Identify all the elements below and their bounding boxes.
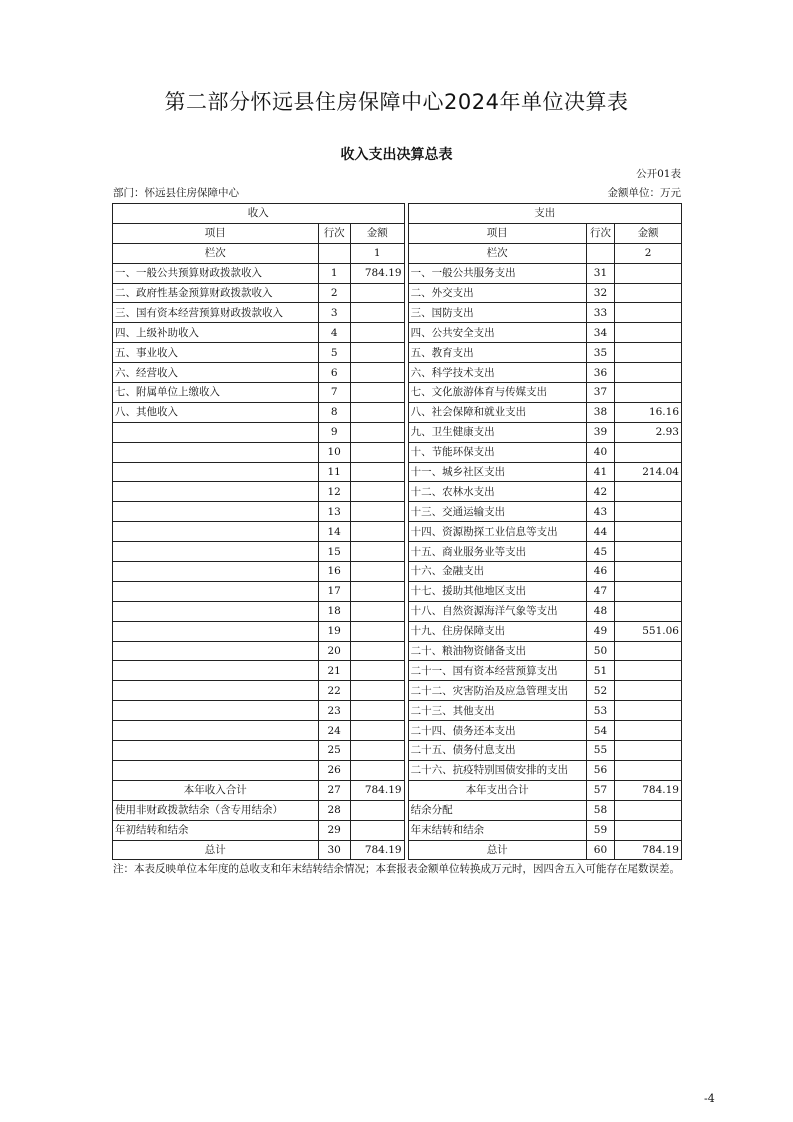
expense-amount (615, 502, 682, 522)
income-line-no: 30 (318, 840, 350, 860)
expense-item: 三、国防支出 (408, 303, 586, 323)
table-title: 收入支出决算总表 (340, 147, 453, 163)
expense-item: 结余分配 (408, 800, 586, 820)
income-line-no: 1 (318, 263, 350, 283)
income-column-label: 栏次 (113, 243, 319, 263)
income-amount (350, 641, 404, 661)
table-row (113, 701, 682, 721)
expense-item: 七、文化旅游体育与传媒支出 (408, 383, 586, 403)
income-line-no: 4 (318, 323, 350, 343)
expense-column-number: 2 (615, 243, 682, 263)
income-item (113, 741, 319, 761)
expense-line-no: 44 (586, 522, 614, 542)
income-amount (350, 581, 404, 601)
table-row (113, 363, 682, 383)
income-item (113, 601, 319, 621)
income-item (113, 422, 319, 442)
expense-amount (615, 303, 682, 323)
income-amount (350, 383, 404, 403)
expense-amount (615, 641, 682, 661)
table-row (113, 462, 682, 482)
income-item (113, 661, 319, 681)
table-row (113, 562, 682, 582)
expense-line-no: 59 (586, 820, 614, 840)
expense-line-no: 53 (586, 701, 614, 721)
expense-line-no: 57 (586, 780, 614, 800)
income-line-no: 13 (318, 502, 350, 522)
income-line-no: 15 (318, 542, 350, 562)
income-item (113, 442, 319, 462)
income-item: 八、其他收入 (113, 402, 319, 422)
table-row (113, 482, 682, 502)
income-amount (350, 363, 404, 383)
expense-item: 五、教育支出 (408, 343, 586, 363)
expense-item: 十七、援助其他地区支出 (408, 581, 586, 601)
table-row (113, 502, 682, 522)
table-row (113, 661, 682, 681)
expense-amount: 2.93 (615, 422, 682, 442)
income-line-no: 20 (318, 641, 350, 661)
expense-item: 十九、住房保障支出 (408, 621, 586, 641)
expense-line-no: 35 (586, 343, 614, 363)
income-item: 七、附属单位上缴收入 (113, 383, 319, 403)
income-amount (350, 661, 404, 681)
table-row (113, 641, 682, 661)
expense-amount (615, 820, 682, 840)
income-amount (350, 820, 404, 840)
table-row (113, 581, 682, 601)
table-row (113, 621, 682, 641)
income-item (113, 721, 319, 741)
expense-item: 六、科学技术支出 (408, 363, 586, 383)
income-amount (350, 283, 404, 303)
expense-line-no: 41 (586, 462, 614, 482)
income-amount (350, 721, 404, 741)
expense-item: 二十、粮油物资储备支出 (408, 641, 586, 661)
expense-item: 十一、城乡社区支出 (408, 462, 586, 482)
table-row (113, 681, 682, 701)
income-item: 六、经营收入 (113, 363, 319, 383)
expense-amount (615, 760, 682, 780)
expense-item: 二十五、债务付息支出 (408, 741, 586, 761)
expense-line-no: 33 (586, 303, 614, 323)
expense-amount (615, 562, 682, 582)
income-line-no: 23 (318, 701, 350, 721)
table-row (113, 601, 682, 621)
expense-amount (615, 343, 682, 363)
expense-line-no: 32 (586, 283, 614, 303)
expense-amount (615, 383, 682, 403)
expense-line-no: 46 (586, 562, 614, 582)
income-line-no: 10 (318, 442, 350, 462)
income-line-no: 3 (318, 303, 350, 323)
income-amount (350, 422, 404, 442)
expense-line-no: 39 (586, 422, 614, 442)
income-line-no: 9 (318, 422, 350, 442)
expense-amount: 16.16 (615, 402, 682, 422)
expense-amount (615, 542, 682, 562)
income-line-no: 17 (318, 581, 350, 601)
income-amount (350, 741, 404, 761)
expense-amount (615, 701, 682, 721)
expense-item: 二、外交支出 (408, 283, 586, 303)
income-amount (350, 462, 404, 482)
expense-amount (615, 283, 682, 303)
expense-line-no: 52 (586, 681, 614, 701)
income-line-no: 16 (318, 562, 350, 582)
expense-line-no: 60 (586, 840, 614, 860)
expense-item: 八、社会保障和就业支出 (408, 402, 586, 422)
income-amount: 784.19 (350, 263, 404, 283)
income-amount (350, 303, 404, 323)
expense-line-header: 行次 (586, 223, 614, 243)
summary-row (113, 800, 682, 820)
expense-amount: 784.19 (615, 840, 682, 860)
income-amount: 784.19 (350, 780, 404, 800)
income-item (113, 562, 319, 582)
page-title: 第二部分怀远县住房保障中心2024年单位决算表 (164, 90, 629, 114)
expense-line-no: 36 (586, 363, 614, 383)
income-item (113, 482, 319, 502)
income-amount (350, 800, 404, 820)
expense-amount (615, 661, 682, 681)
table-row (113, 402, 682, 422)
table-row (113, 741, 682, 761)
expense-line-no: 56 (586, 760, 614, 780)
income-item (113, 621, 319, 641)
expense-line-no: 48 (586, 601, 614, 621)
income-item (113, 701, 319, 721)
expense-amount (615, 681, 682, 701)
income-item (113, 522, 319, 542)
expense-column-label: 栏次 (408, 243, 586, 263)
table-row (113, 303, 682, 323)
expense-item: 十八、自然资源海洋气象等支出 (408, 601, 586, 621)
expense-item: 一、一般公共服务支出 (408, 263, 586, 283)
income-line-no: 6 (318, 363, 350, 383)
income-amount (350, 442, 404, 462)
income-line-no: 21 (318, 661, 350, 681)
income-amount (350, 701, 404, 721)
expense-line-no: 31 (586, 263, 614, 283)
expense-item-header: 项目 (408, 223, 586, 243)
expense-line-no: 49 (586, 621, 614, 641)
income-item: 一、一般公共预算财政拨款收入 (113, 263, 319, 283)
expense-amount (615, 482, 682, 502)
expense-amount (615, 263, 682, 283)
income-item: 三、国有资本经营预算财政拨款收入 (113, 303, 319, 323)
expense-item: 二十三、其他支出 (408, 701, 586, 721)
expense-line-no: 43 (586, 502, 614, 522)
expense-line-no: 45 (586, 542, 614, 562)
income-line-no: 24 (318, 721, 350, 741)
table-row (113, 760, 682, 780)
expense-line-no: 51 (586, 661, 614, 681)
income-item (113, 502, 319, 522)
income-amount (350, 502, 404, 522)
income-item (113, 542, 319, 562)
summary-row (113, 820, 682, 840)
expense-line-no: 54 (586, 721, 614, 741)
income-item: 使用非财政拨款结余（含专用结余） (113, 800, 319, 820)
table-row (113, 343, 682, 363)
income-line-no: 19 (318, 621, 350, 641)
income-line-no: 22 (318, 681, 350, 701)
table-row (113, 422, 682, 442)
income-line-no: 27 (318, 780, 350, 800)
income-item (113, 462, 319, 482)
table-row (113, 522, 682, 542)
income-item (113, 760, 319, 780)
expense-amount: 784.19 (615, 780, 682, 800)
table-row (113, 542, 682, 562)
income-item: 总计 (113, 840, 319, 860)
table-row (113, 383, 682, 403)
income-amount (350, 601, 404, 621)
expense-line-no: 50 (586, 641, 614, 661)
income-column-number: 1 (350, 243, 404, 263)
income-line-no: 8 (318, 402, 350, 422)
table-row (113, 721, 682, 741)
income-item: 五、事业收入 (113, 343, 319, 363)
income-amount (350, 482, 404, 502)
income-amount (350, 542, 404, 562)
income-amount (350, 562, 404, 582)
expense-amount: 214.04 (615, 462, 682, 482)
income-amount-header: 金额 (350, 223, 404, 243)
expense-amount (615, 721, 682, 741)
expense-amount (615, 442, 682, 462)
income-line-no: 29 (318, 820, 350, 840)
income-amount (350, 402, 404, 422)
income-item: 年初结转和结余 (113, 820, 319, 840)
page-number: -4 (704, 1092, 715, 1105)
income-line-no: 7 (318, 383, 350, 403)
income-header: 收入 (113, 204, 405, 224)
income-line-header: 行次 (318, 223, 350, 243)
income-item: 二、政府性基金预算财政拨款收入 (113, 283, 319, 303)
summary-row (113, 840, 682, 860)
expense-amount (615, 601, 682, 621)
expense-item: 九、卫生健康支出 (408, 422, 586, 442)
income-amount (350, 343, 404, 363)
expense-item: 十五、商业服务业等支出 (408, 542, 586, 562)
income-line-no: 18 (318, 601, 350, 621)
expense-amount (615, 800, 682, 820)
expense-amount (615, 581, 682, 601)
expense-item: 二十一、国有资本经营预算支出 (408, 661, 586, 681)
expense-amount: 551.06 (615, 621, 682, 641)
table-row (113, 442, 682, 462)
income-amount: 784.19 (350, 840, 404, 860)
summary-row (113, 780, 682, 800)
expense-item: 十三、交通运输支出 (408, 502, 586, 522)
income-line-no: 28 (318, 800, 350, 820)
expense-amount (615, 522, 682, 542)
income-item (113, 641, 319, 661)
income-amount (350, 681, 404, 701)
expense-line-no: 37 (586, 383, 614, 403)
form-code: 公开01表 (636, 168, 681, 180)
expense-line-no: 42 (586, 482, 614, 502)
expense-item: 二十四、债务还本支出 (408, 721, 586, 741)
expense-line-no: 47 (586, 581, 614, 601)
expense-line-no: 34 (586, 323, 614, 343)
income-item (113, 681, 319, 701)
income-amount (350, 522, 404, 542)
income-item: 本年收入合计 (113, 780, 319, 800)
table-row (113, 283, 682, 303)
expense-line-no: 38 (586, 402, 614, 422)
expense-item: 十六、金融支出 (408, 562, 586, 582)
expense-item: 二十二、灾害防治及应急管理支出 (408, 681, 586, 701)
income-amount (350, 760, 404, 780)
expense-item: 四、公共安全支出 (408, 323, 586, 343)
income-amount (350, 323, 404, 343)
table-note: 注：本表反映单位本年度的总收支和年末结转结余情况；本套报表金额单位转换成万元时，因四舍五入可能存在尾数误差。 (113, 863, 680, 875)
expense-item: 总计 (408, 840, 586, 860)
expense-line-no: 40 (586, 442, 614, 462)
expense-item: 十四、资源勘探工业信息等支出 (408, 522, 586, 542)
income-item-header: 项目 (113, 223, 319, 243)
department-label: 部门：怀远县住房保障中心 (113, 187, 239, 199)
income-line-no: 26 (318, 760, 350, 780)
expense-item: 二十六、抗疫特别国债安排的支出 (408, 760, 586, 780)
income-line-no: 12 (318, 482, 350, 502)
expense-amount-header: 金额 (615, 223, 682, 243)
expense-header: 支出 (408, 204, 681, 224)
income-line-no: 14 (318, 522, 350, 542)
income-expense-table (112, 203, 682, 860)
expense-amount (615, 741, 682, 761)
expense-amount (615, 323, 682, 343)
income-amount (350, 621, 404, 641)
expense-line-no: 58 (586, 800, 614, 820)
table-row (113, 323, 682, 343)
income-line-no: 11 (318, 462, 350, 482)
amount-unit-label: 金额单位：万元 (607, 187, 681, 199)
expense-line-no: 55 (586, 741, 614, 761)
expense-item: 十、节能环保支出 (408, 442, 586, 462)
income-line-no: 2 (318, 283, 350, 303)
income-item: 四、上级补助收入 (113, 323, 319, 343)
expense-item: 年末结转和结余 (408, 820, 586, 840)
income-line-no: 5 (318, 343, 350, 363)
expense-item: 本年支出合计 (408, 780, 586, 800)
income-line-no: 25 (318, 741, 350, 761)
expense-amount (615, 363, 682, 383)
income-item (113, 581, 319, 601)
table-row (113, 263, 682, 283)
expense-item: 十二、农林水支出 (408, 482, 586, 502)
